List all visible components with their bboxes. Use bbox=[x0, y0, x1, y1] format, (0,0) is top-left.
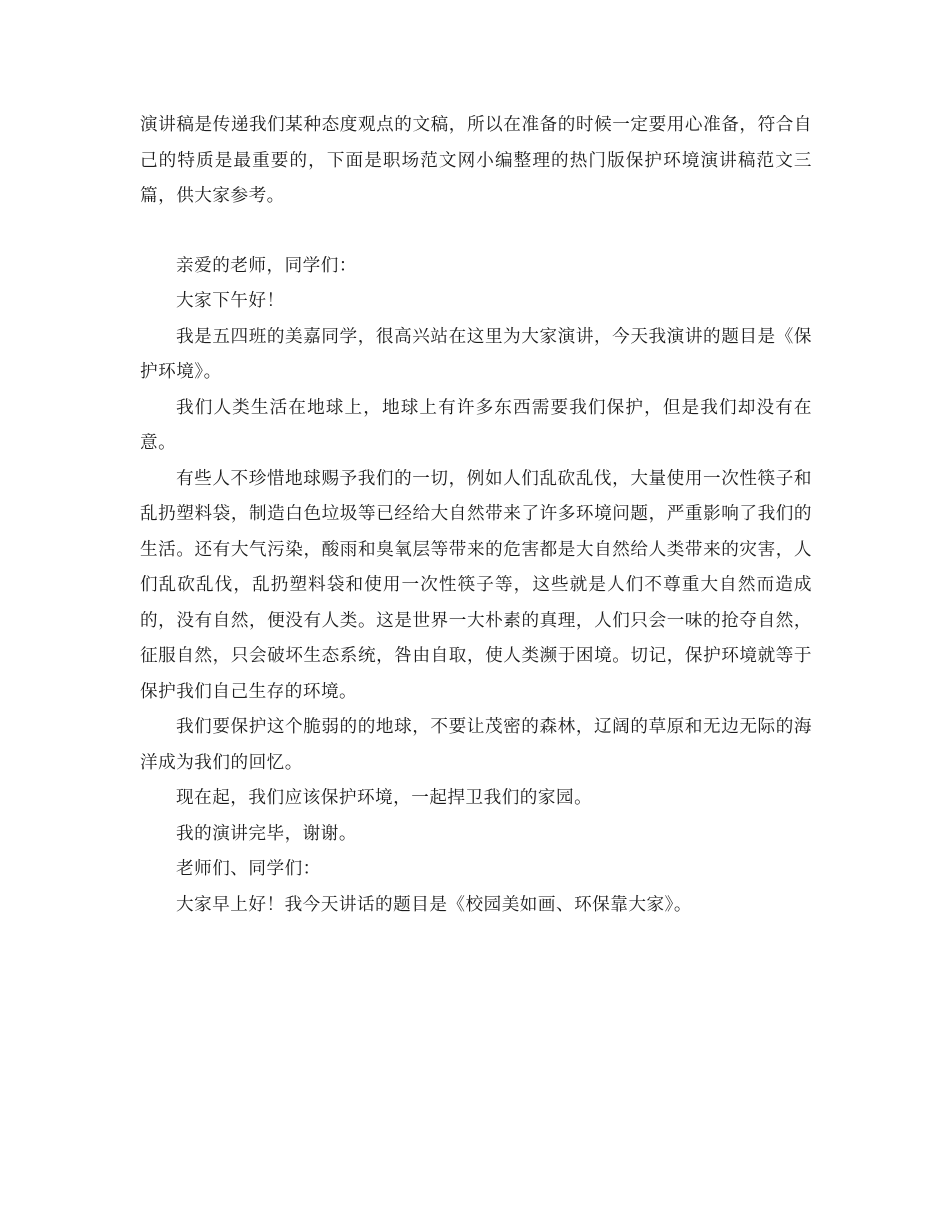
salutation-paragraph: 大家下午好！ bbox=[176, 291, 285, 311]
closing-paragraph: 我的演讲完毕，谢谢。 bbox=[176, 823, 357, 844]
body-paragraph: 有些人不珍惜地球赐予我们的一切，例如人们乱砍乱伐，大量使用一次性筷子和乱扔塑料袋，制造白色垃圾等已经给大自然带来了许多环境问题，严重影响了我们的生活。还有大气污染，酸雨和臭氧层等带来的危害都是大自然给人类带来的灾害，人们乱砍乱伐，乱扔塑料袋和使用一次性筷子等，这些就是人们不尊重大自然而造成的，没有自然，便没有人类。这是世界一大朴素的真理，人们只会一味的抢夺自然，征服自然，只会破坏生态系统，咎由自取，使人类濒于困境。切记，保护环境就等于保护我们自己生存的环境。 bbox=[140, 468, 812, 702]
body-paragraph: 大家早上好！我今天讲话的题目是《校园美如画、环保靠大家》。 bbox=[176, 894, 692, 915]
body-paragraph: 我们人类生活在地球上，地球上有许多东西需要我们保护，但是我们却没有在意。 bbox=[140, 397, 812, 453]
intro-paragraph: 演讲稿是传递我们某种态度观点的文稿，所以在准备的时候一定要用心准备，符合自己的特质是最重要的，下面是职场范文网小编整理的热门版保护环境演讲稿范文三篇，供大家参考。 bbox=[140, 115, 812, 206]
body-paragraph: 现在起，我们应该保护环境，一起捍卫我们的家园。 bbox=[176, 788, 593, 808]
self-intro-paragraph: 我是五四班的美嘉同学，很高兴站在这里为大家演讲，今天我演讲的题目是《保护环境》。 bbox=[140, 326, 812, 382]
document-body bbox=[140, 108, 812, 923]
body-paragraph: 我们要保护这个脆弱的的地球，不要让茂密的森林，辽阔的草原和无边无际的海洋成为我们的回忆。 bbox=[140, 717, 812, 773]
greeting-paragraph: 亲爱的老师，同学们： bbox=[176, 255, 357, 276]
greeting-paragraph: 老师们、同学们： bbox=[176, 859, 321, 879]
